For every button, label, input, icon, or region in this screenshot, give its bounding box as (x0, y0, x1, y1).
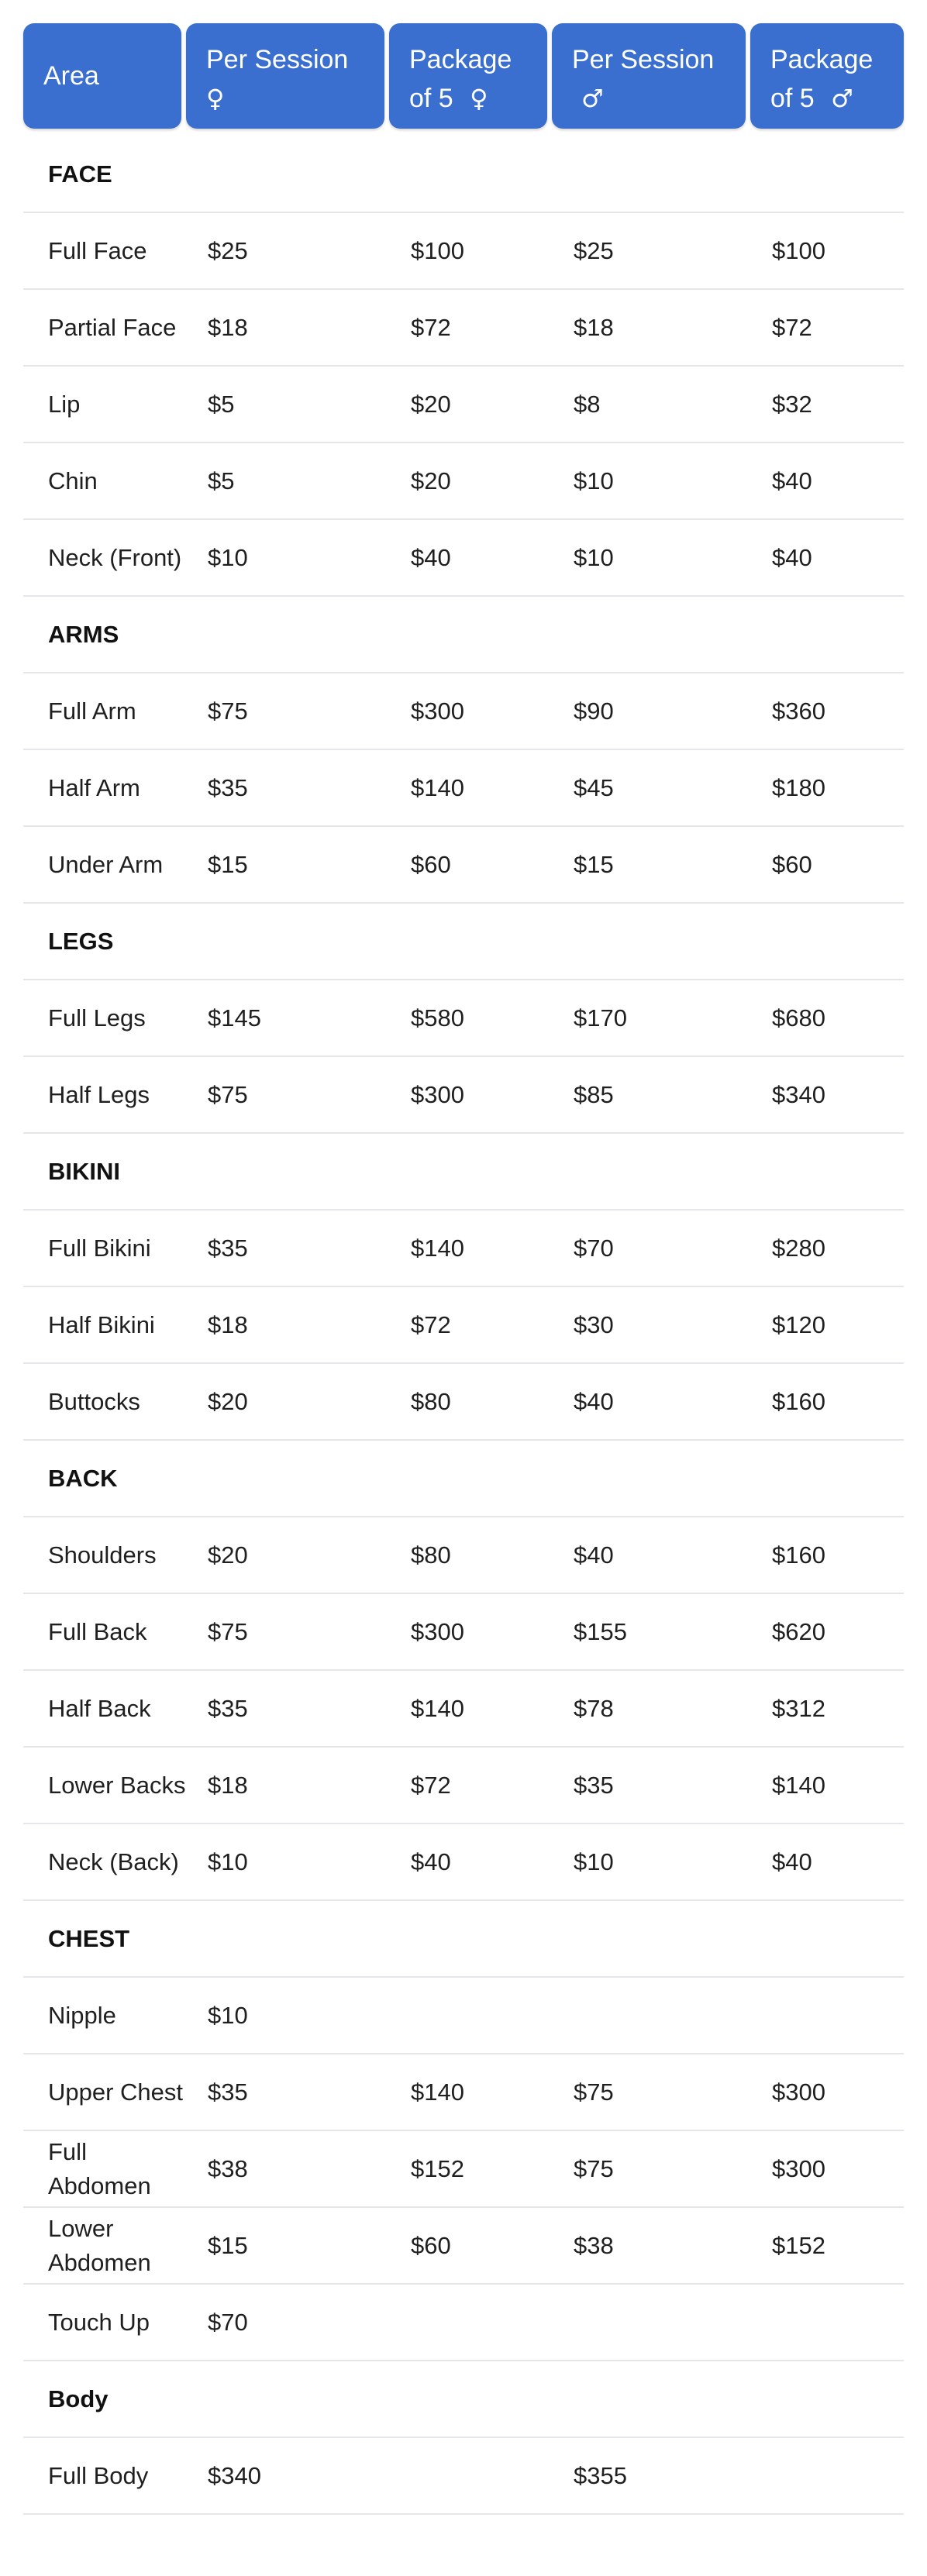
price-cell-package-female: $152 (389, 2131, 552, 2208)
header-per-session-female (186, 23, 389, 136)
price-cell-per-session-female: $75 (186, 1057, 389, 1134)
table-row (23, 213, 904, 290)
header-per-session-female-cell (186, 23, 384, 129)
category-row (23, 904, 904, 980)
area-name-cell: Touch Up (23, 2285, 186, 2361)
price-cell-per-session-female: $5 (186, 367, 389, 443)
price-cell-per-session-male: $90 (552, 673, 750, 750)
header-package-female-label: Package of 5 (409, 45, 512, 113)
price-cell-per-session-male: $10 (552, 1824, 750, 1901)
header-package-male-cell (750, 23, 904, 129)
category-row (23, 1441, 904, 1517)
category-heading: Body (23, 2361, 904, 2438)
price-cell-per-session-female: $25 (186, 213, 389, 290)
area-name-cell: Nipple (23, 1978, 186, 2054)
category-row (23, 136, 904, 213)
category-row (23, 597, 904, 673)
price-cell-package-female (389, 2285, 552, 2361)
price-cell-package-female: $300 (389, 1057, 552, 1134)
price-cell-package-female: $72 (389, 1287, 552, 1364)
table-row (23, 1287, 904, 1364)
table-body (23, 136, 904, 2515)
price-cell-package-male: $280 (750, 1211, 904, 1287)
price-cell-per-session-female: $38 (186, 2131, 389, 2208)
table-row (23, 750, 904, 827)
price-cell-package-female: $60 (389, 827, 552, 904)
area-name-cell: Full Back (23, 1594, 186, 1671)
price-cell-package-male (750, 1978, 904, 2054)
price-cell-package-male: $300 (750, 2131, 904, 2208)
price-cell-package-female (389, 1978, 552, 2054)
category-heading: ARMS (23, 597, 904, 673)
table-row (23, 520, 904, 597)
area-name-cell: Neck (Back) (23, 1824, 186, 1901)
table-row (23, 1671, 904, 1748)
price-cell-per-session-female: $10 (186, 520, 389, 597)
header-package-female-cell (389, 23, 547, 129)
table-row (23, 2438, 904, 2515)
price-cell-per-session-male: $15 (552, 827, 750, 904)
price-cell-package-female: $60 (389, 2208, 552, 2285)
area-name-cell: Full Face (23, 213, 186, 290)
category-heading: CHEST (23, 1901, 904, 1978)
price-cell-per-session-male: $40 (552, 1517, 750, 1594)
header-area-cell (23, 23, 181, 129)
price-cell-package-male: $40 (750, 1824, 904, 1901)
female-symbol-icon: ♀ (206, 84, 225, 113)
price-cell-package-male: $312 (750, 1671, 904, 1748)
price-cell-per-session-female: $75 (186, 673, 389, 750)
price-cell-per-session-male: $75 (552, 2131, 750, 2208)
price-cell-package-male: $40 (750, 443, 904, 520)
price-cell-per-session-male: $85 (552, 1057, 750, 1134)
price-cell-per-session-male: $75 (552, 2054, 750, 2131)
price-cell-per-session-female: $35 (186, 1211, 389, 1287)
price-cell-per-session-male: $18 (552, 290, 750, 367)
price-cell-package-female: $40 (389, 1824, 552, 1901)
price-cell-per-session-male (552, 2285, 750, 2361)
price-cell-per-session-female: $20 (186, 1364, 389, 1441)
price-cell-package-female: $40 (389, 520, 552, 597)
header-package-female (389, 23, 552, 136)
price-cell-package-female: $300 (389, 1594, 552, 1671)
price-cell-per-session-female: $20 (186, 1517, 389, 1594)
price-cell-per-session-male: $30 (552, 1287, 750, 1364)
price-cell-package-male: $180 (750, 750, 904, 827)
area-name-cell: Half Arm (23, 750, 186, 827)
table-row (23, 1364, 904, 1441)
price-cell-per-session-female: $10 (186, 1824, 389, 1901)
male-symbol-icon: ♂ (831, 84, 853, 113)
table-row (23, 1594, 904, 1671)
table-row (23, 2285, 904, 2361)
area-name-cell: Full Abdomen (23, 2131, 186, 2208)
area-name-cell: Chin (23, 443, 186, 520)
header-package-male-label: Package of 5 (770, 45, 874, 113)
table-row (23, 980, 904, 1057)
table-row (23, 827, 904, 904)
price-cell-per-session-male: $40 (552, 1364, 750, 1441)
category-heading: FACE (23, 136, 904, 213)
area-name-cell: Half Bikini (23, 1287, 186, 1364)
header-package-male (750, 23, 904, 136)
price-cell-package-female: $140 (389, 1211, 552, 1287)
table-row (23, 443, 904, 520)
price-cell-per-session-male: $8 (552, 367, 750, 443)
table-row (23, 2131, 904, 2208)
area-name-cell: Shoulders (23, 1517, 186, 1594)
price-cell-package-female: $140 (389, 750, 552, 827)
table-row (23, 1748, 904, 1824)
table-row (23, 2054, 904, 2131)
table-row (23, 367, 904, 443)
price-cell-package-female (389, 2438, 552, 2515)
price-cell-per-session-female: $5 (186, 443, 389, 520)
area-name-cell: Lower Backs (23, 1748, 186, 1824)
category-heading: LEGS (23, 904, 904, 980)
price-cell-per-session-male: $355 (552, 2438, 750, 2515)
price-cell-per-session-male (552, 1978, 750, 2054)
price-cell-per-session-male: $38 (552, 2208, 750, 2285)
price-cell-per-session-female: $18 (186, 1748, 389, 1824)
price-cell-per-session-female: $145 (186, 980, 389, 1057)
price-cell-package-male: $160 (750, 1364, 904, 1441)
price-cell-per-session-female: $35 (186, 2054, 389, 2131)
price-cell-package-male: $32 (750, 367, 904, 443)
price-cell-per-session-male: $45 (552, 750, 750, 827)
area-name-cell: Buttocks (23, 1364, 186, 1441)
price-cell-package-female: $72 (389, 290, 552, 367)
price-cell-package-male: $72 (750, 290, 904, 367)
area-name-cell: Upper Chest (23, 2054, 186, 2131)
area-name-cell: Lower Abdomen (23, 2208, 186, 2285)
area-name-cell: Full Body (23, 2438, 186, 2515)
price-cell-package-male (750, 2438, 904, 2515)
header-per-session-male (552, 23, 750, 136)
price-cell-package-male: $360 (750, 673, 904, 750)
price-cell-per-session-female: $75 (186, 1594, 389, 1671)
area-name-cell: Full Arm (23, 673, 186, 750)
price-cell-package-female: $300 (389, 673, 552, 750)
price-cell-per-session-female: $18 (186, 1287, 389, 1364)
price-cell-package-female: $140 (389, 2054, 552, 2131)
price-cell-per-session-female: $35 (186, 1671, 389, 1748)
male-symbol-icon: ♂ (581, 84, 604, 113)
price-cell-package-female: $580 (389, 980, 552, 1057)
pricing-table-container (23, 23, 904, 2515)
table-row (23, 1824, 904, 1901)
price-cell-package-female: $20 (389, 443, 552, 520)
area-name-cell: Half Back (23, 1671, 186, 1748)
table-row (23, 1517, 904, 1594)
table-row (23, 1978, 904, 2054)
price-cell-package-male: $140 (750, 1748, 904, 1824)
table-row (23, 1211, 904, 1287)
area-name-cell: Under Arm (23, 827, 186, 904)
price-cell-package-female: $80 (389, 1364, 552, 1441)
category-row (23, 2361, 904, 2438)
price-cell-per-session-female: $18 (186, 290, 389, 367)
price-cell-per-session-male: $170 (552, 980, 750, 1057)
area-name-cell: Partial Face (23, 290, 186, 367)
price-cell-per-session-female: $340 (186, 2438, 389, 2515)
price-cell-package-female: $100 (389, 213, 552, 290)
table-row (23, 2208, 904, 2285)
price-cell-per-session-male: $35 (552, 1748, 750, 1824)
price-cell-package-male: $152 (750, 2208, 904, 2285)
female-symbol-icon: ♀ (470, 84, 488, 113)
price-cell-package-male: $340 (750, 1057, 904, 1134)
price-cell-per-session-female: $70 (186, 2285, 389, 2361)
price-cell-package-female: $140 (389, 1671, 552, 1748)
header-area (23, 23, 186, 136)
category-row (23, 1901, 904, 1978)
table-row (23, 673, 904, 750)
area-name-cell: Full Bikini (23, 1211, 186, 1287)
area-name-cell: Neck (Front) (23, 520, 186, 597)
table-header (23, 23, 904, 136)
price-cell-per-session-female: $10 (186, 1978, 389, 2054)
price-cell-package-female: $80 (389, 1517, 552, 1594)
category-heading: BIKINI (23, 1134, 904, 1211)
price-cell-package-male: $60 (750, 827, 904, 904)
price-cell-package-female: $72 (389, 1748, 552, 1824)
category-heading: BACK (23, 1441, 904, 1517)
table-row (23, 1057, 904, 1134)
price-cell-per-session-male: $78 (552, 1671, 750, 1748)
price-cell-per-session-male: $70 (552, 1211, 750, 1287)
header-per-session-male-cell (552, 23, 746, 129)
price-cell-package-female: $20 (389, 367, 552, 443)
category-row (23, 1134, 904, 1211)
price-cell-per-session-female: $15 (186, 2208, 389, 2285)
table-row (23, 290, 904, 367)
price-cell-package-male: $40 (750, 520, 904, 597)
price-cell-package-male: $620 (750, 1594, 904, 1671)
price-cell-package-male: $680 (750, 980, 904, 1057)
price-cell-package-male: $300 (750, 2054, 904, 2131)
header-per-session-female-label: Per Session (206, 45, 349, 74)
price-cell-per-session-male: $10 (552, 443, 750, 520)
area-name-cell: Lip (23, 367, 186, 443)
price-cell-per-session-male: $10 (552, 520, 750, 597)
area-name-cell: Half Legs (23, 1057, 186, 1134)
price-cell-package-male: $120 (750, 1287, 904, 1364)
price-cell-package-male: $160 (750, 1517, 904, 1594)
pricing-table (23, 23, 904, 2515)
price-cell-per-session-male: $25 (552, 213, 750, 290)
header-area-label: Area (43, 61, 99, 91)
header-per-session-male-label: Per Session (572, 45, 715, 74)
price-cell-per-session-female: $35 (186, 750, 389, 827)
price-cell-package-male (750, 2285, 904, 2361)
price-cell-package-male: $100 (750, 213, 904, 290)
area-name-cell: Full Legs (23, 980, 186, 1057)
price-cell-per-session-male: $155 (552, 1594, 750, 1671)
price-cell-per-session-female: $15 (186, 827, 389, 904)
